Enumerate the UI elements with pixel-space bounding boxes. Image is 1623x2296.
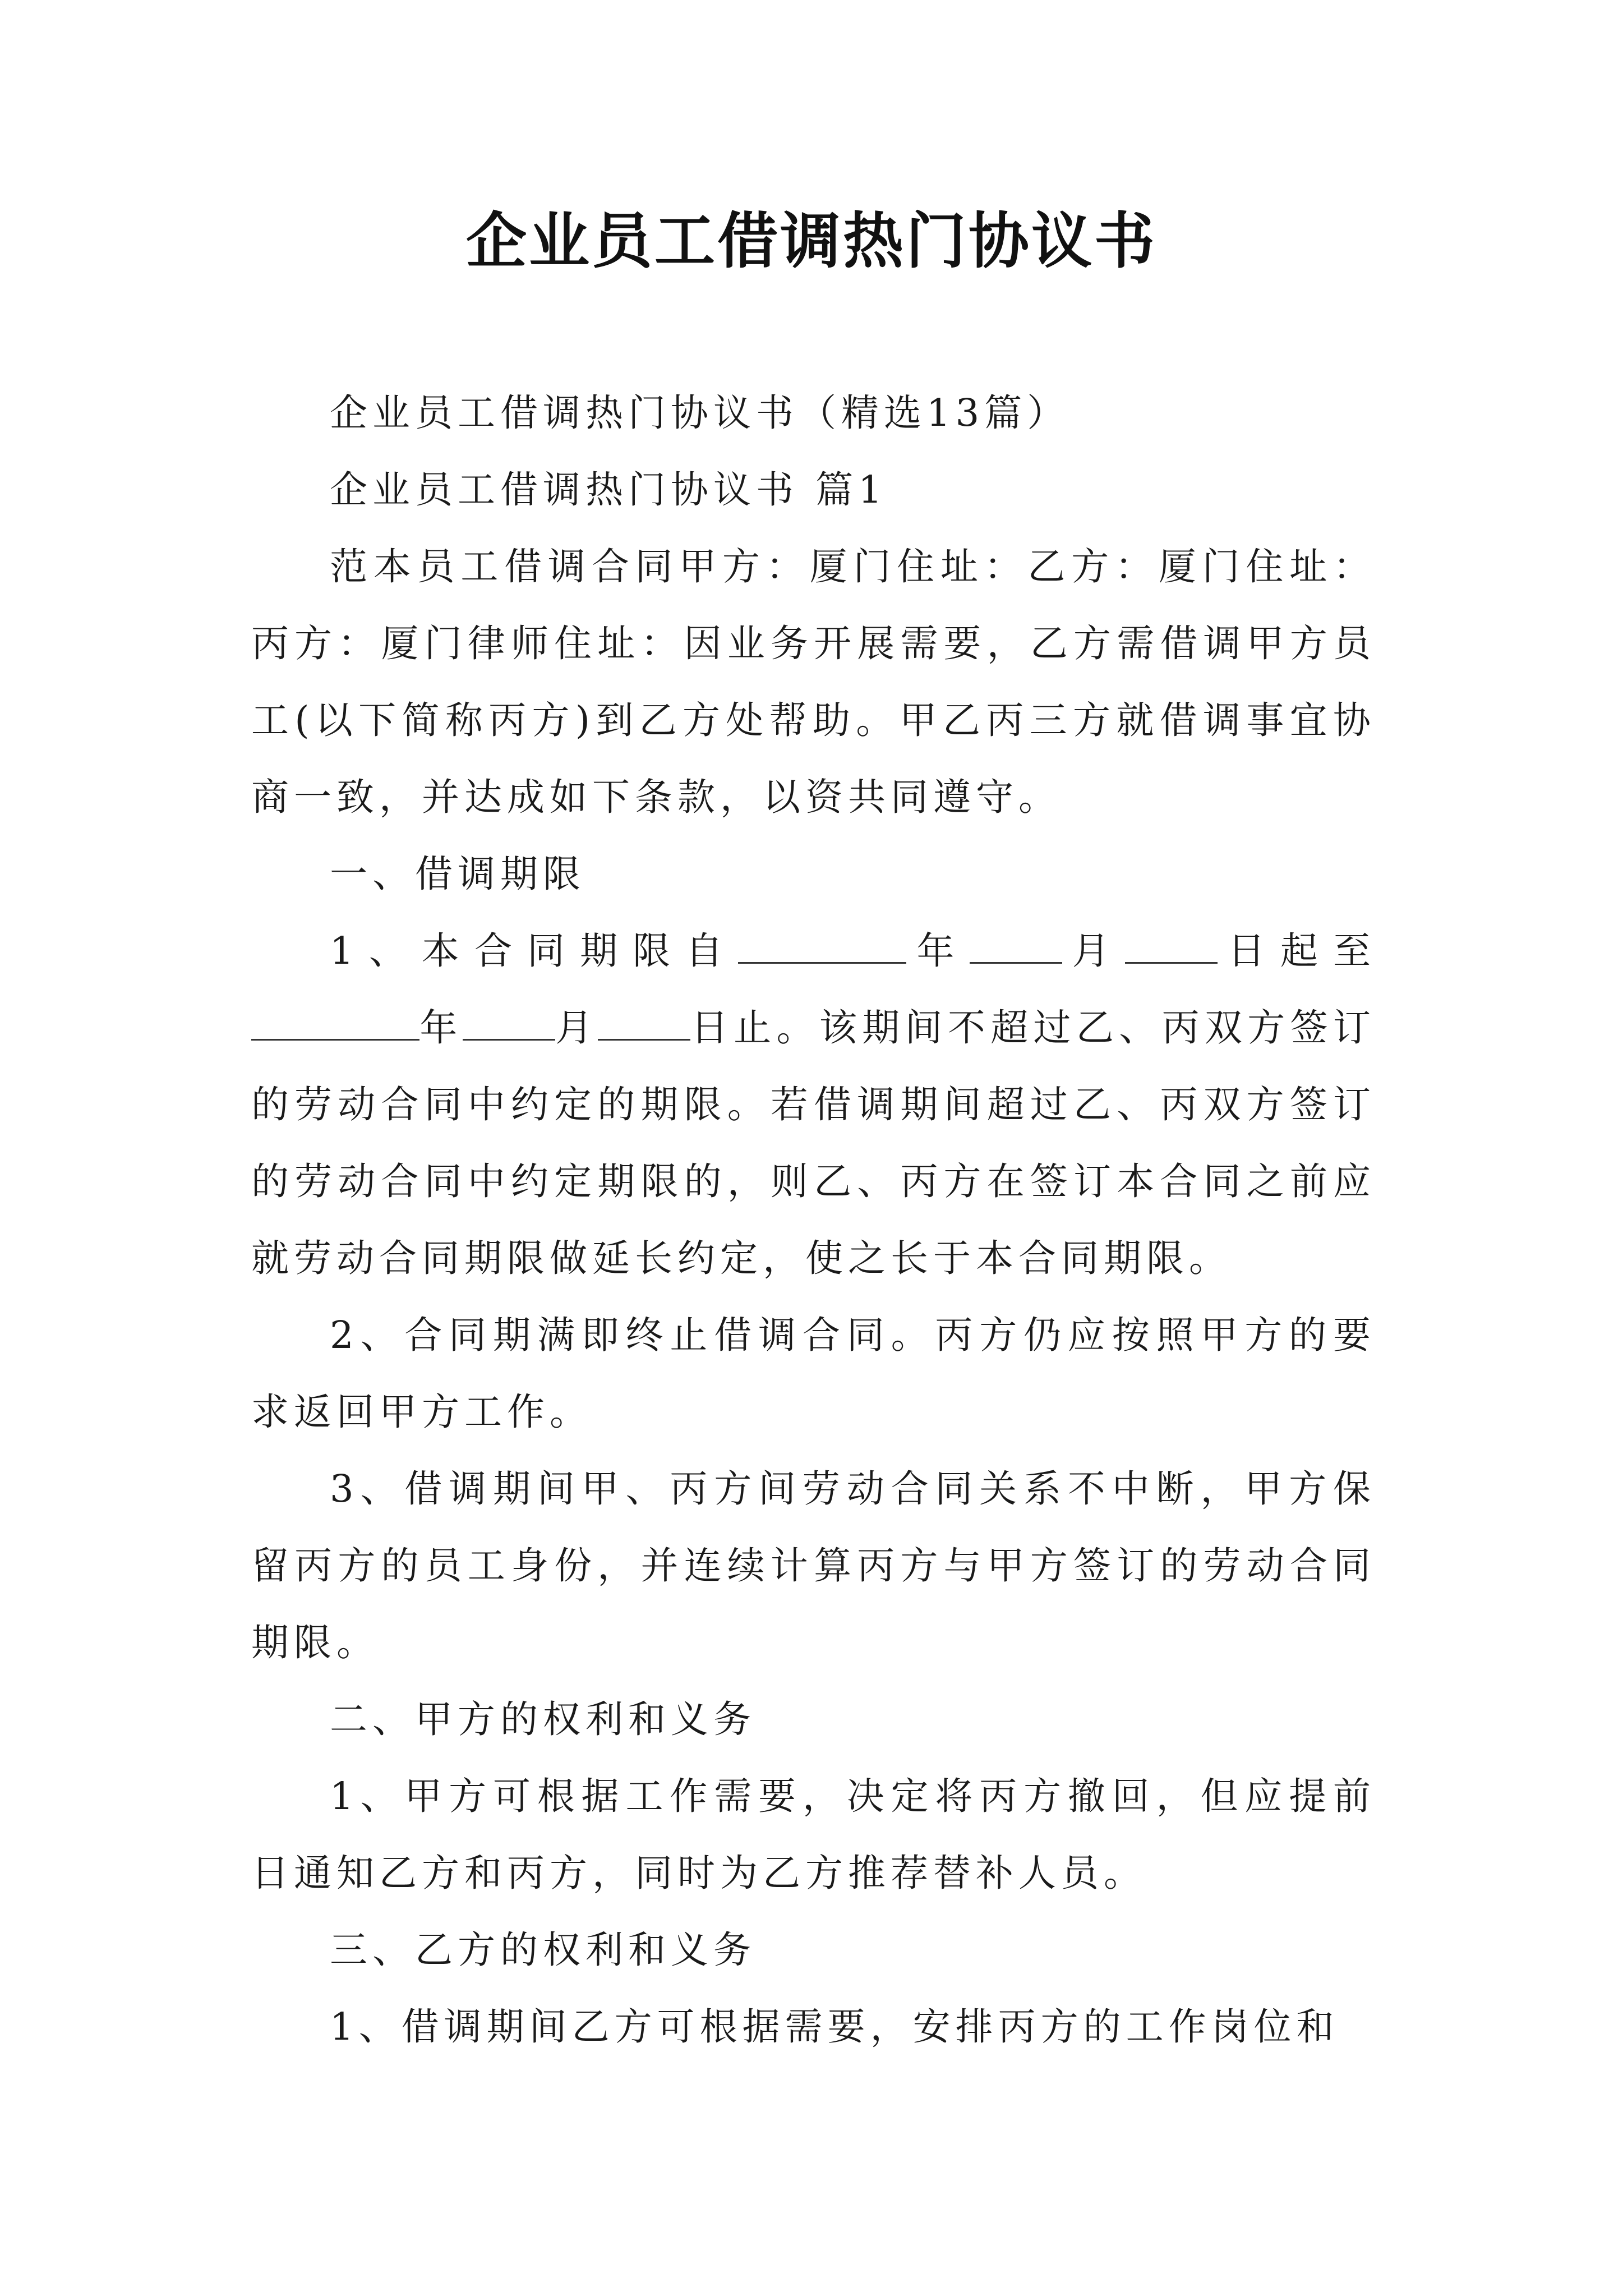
blank-start-month bbox=[970, 928, 1062, 964]
paragraph-party-b-1: 1、借调期间乙方可根据需要，安排丙方的工作岗位和 bbox=[330, 2005, 1339, 2049]
heading-party-a: 二、甲方的权利和义务 bbox=[330, 1697, 756, 1741]
paragraph-party-a-1: 1、甲方可根据工作需要，决定将丙方撤回，但应提前日通知乙方和丙方，同时为乙方推荐替补人员。 bbox=[251, 1774, 1376, 1895]
term-text-end: 日止。该期间不超过乙、丙双方签订的劳动合同中约定的期限。若借调期间超过乙、丙双方签订的劳动合同中约定期限的，则乙、丙方在签订本合同之前应就劳动合同期限做延长约定，使之长于本合同期限。 bbox=[251, 1006, 1376, 1280]
paragraph-term-1 bbox=[251, 913, 1376, 1297]
term-month-label: 月 bbox=[1062, 929, 1125, 973]
term-text-start: 1、本合同期限自 bbox=[330, 929, 739, 973]
heading-party-b: 三、乙方的权利和义务 bbox=[330, 1928, 756, 1972]
paragraph-intro: 范本员工借调合同甲方：厦门住址：乙方：厦门住址：丙方：厦门律师住址：因业务开展需要，乙方需借调甲方员工(以下简称丙方)到乙方处帮助。甲乙丙三方就借调事宜协商一致，并达成如下条款，以资共同遵守。 bbox=[251, 545, 1376, 819]
blank-start-year bbox=[738, 928, 906, 964]
blank-end-year bbox=[251, 1005, 419, 1041]
paragraph-subtitle: 企业员工借调热门协议书（精选13篇） bbox=[330, 391, 1070, 435]
paragraph-term-3: 3、借调期间甲、丙方间劳动合同关系不中断，甲方保留丙方的员工身份，并连续计算丙方与甲方签订的劳动合同期限。 bbox=[251, 1467, 1376, 1664]
term-end-month-label: 月 bbox=[555, 1006, 598, 1050]
document-title: 企业员工借调热门协议书 bbox=[465, 206, 1157, 277]
blank-end-day bbox=[598, 1005, 690, 1041]
blank-end-month bbox=[463, 1005, 555, 1041]
paragraph-term-2: 2、合同期满即终止借调合同。丙方仍应按照甲方的要求返回甲方工作。 bbox=[251, 1313, 1376, 1434]
term-year-label: 年 bbox=[906, 929, 970, 973]
term-end-year-label: 年 bbox=[419, 1006, 463, 1050]
blank-start-day bbox=[1125, 928, 1218, 964]
term-day-label: 日起至 bbox=[1217, 929, 1376, 973]
paragraph-section-heading: 企业员工借调热门协议书 篇1 bbox=[330, 468, 887, 512]
heading-term: 一、借调期限 bbox=[330, 852, 585, 896]
document-body bbox=[251, 375, 1376, 2065]
